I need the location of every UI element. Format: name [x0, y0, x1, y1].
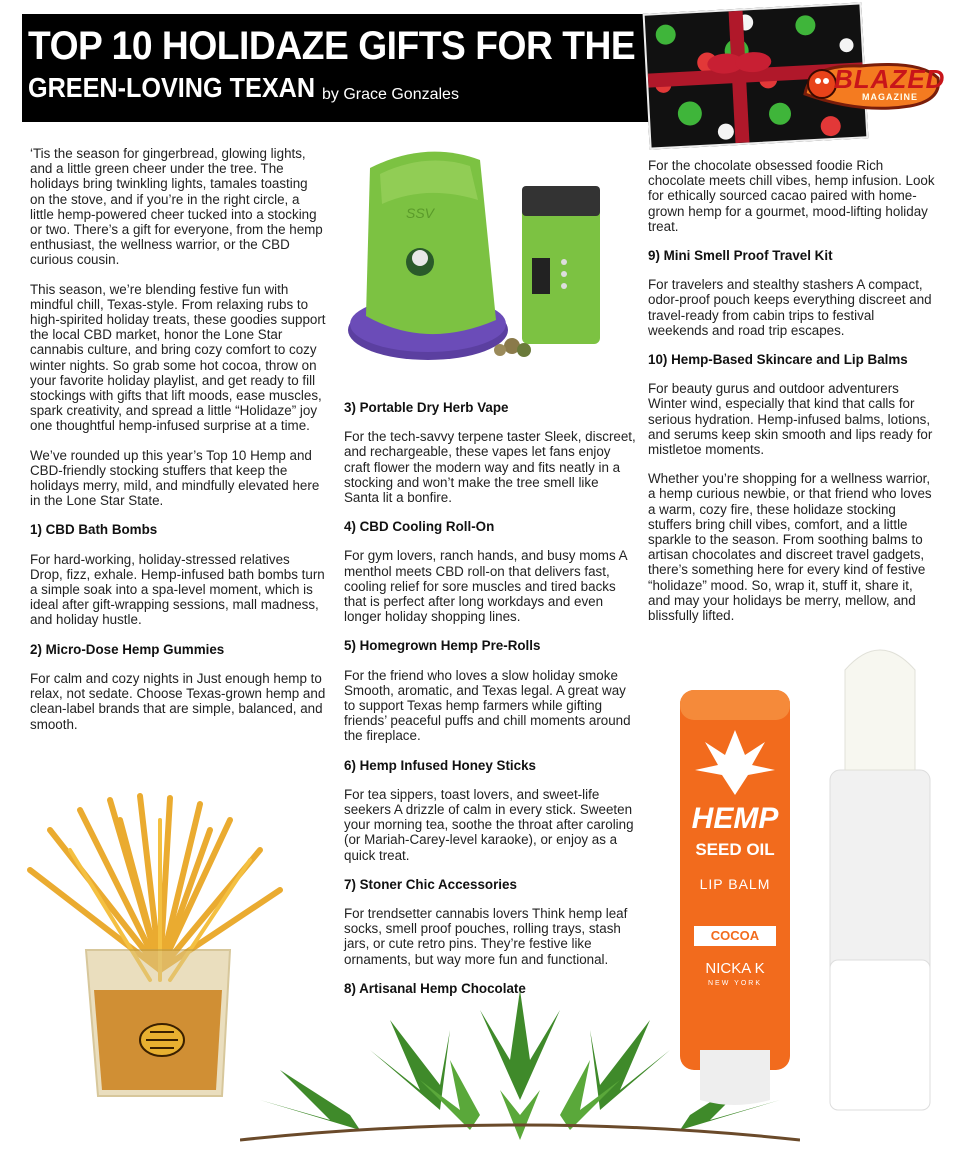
- heading-5: 5) Homegrown Hemp Pre-Rolls: [344, 638, 541, 654]
- intro-paragraph-2: This season, we’re blending festive fun with mindful chill, Texas-style. From relaxing rubs to high-spirited holiday treats, these goodies support the local CBD market, honor the Lone Star cannabis culture, and bring cozy comfort to cozy winter nights. So grab some hot cocoa, throw on your favorite holiday playlist, and get ready to fill stockings with gifts that lift moods, ease muscles, spark creativity, and spread a little “Holidaze” joy one thoughtful hemp-infused surprise at a time.: [30, 281, 326, 434]
- heading-1: 1) CBD Bath Bombs: [30, 522, 158, 538]
- blazed-magazine-logo: [800, 56, 945, 121]
- heading-8: 8) Artisanal Hemp Chocolate: [344, 980, 526, 996]
- title-line-1: TOP 10 HOLIDAZE GIFTS FOR THE: [28, 24, 636, 68]
- heading-9: 9) Mini Smell Proof Travel Kit: [648, 248, 833, 264]
- closing-paragraph: Whether you’re shopping for a wellness warrior, a hemp curious newbie, or that friend who loves a warm, cozy fire, these holidaze stocking stuffers bring chill vibes, comfort, and a little sparkle to the season. From soothing balms to artisan chocolates and discreet travel gadgets, there’s something here for every kind of festive “holidaze” mood. So, wrap it, stuff it, share it, and may your holidays be merry, mellow, and blissfully lifted.: [648, 471, 932, 624]
- balm-brand: NICKA K: [705, 960, 765, 977]
- heading-10: 10) Hemp-Based Skincare and Lip Balms: [648, 352, 908, 368]
- paragraph-2: For calm and cozy nights in Just enough hemp to relax, not sedate. Choose Texas-grown hemp and clean-label brands that are simple, balanced, and smooth.: [30, 670, 326, 732]
- paragraph-6: For tea sippers, toast lovers, and sweet-life seekers A drizzle of calm in every stick. Sweeten your morning tea, soothe the throat after caroling (or Mariah-Carey-level karaoke), or enjoy as a quick treat.: [344, 786, 634, 863]
- balm-flavor: COCOA: [710, 928, 760, 943]
- vape-image: [346, 140, 608, 368]
- paragraph-8: For the chocolate obsessed foodie Rich chocolate meets chill vibes, hemp infusion. Look for ethically sourced cacao paired with home-grown hemp for a gourmet, mood-lifting holiday treat.: [648, 158, 935, 234]
- vaporizer-illustration-icon: [346, 140, 608, 368]
- paragraph-3: For the tech-savvy terpene taster Sleek, discreet, and rechargeable, these vapes let fans enjoy craft flower the modern way and fits neatly in a stocking and won’t make the tree smell like Santa lit a bonfire.: [344, 429, 636, 506]
- balm-label-seed-oil: SEED OIL: [695, 840, 775, 859]
- title-line-2: GREEN-LOVING TEXAN: [28, 72, 316, 103]
- logo-text: BLAZED: [834, 64, 946, 94]
- paragraph-1: For hard-working, holiday-stressed relatives Drop, fizz, exhale. Hemp-infused bath bombs turn a simple soak into a spa-level moment, which is ideal after gift-wrapping sessions, mall madness, and holiday hustle.: [30, 551, 325, 628]
- column-2: [344, 400, 636, 1010]
- balm-label-hemp: HEMP: [691, 802, 779, 835]
- paragraph-5: For the friend who loves a slow holiday smoke Smooth, aromatic, and Texas legal. A great way to support Texas hemp farmers while gifting friends’ peaceful puffs and chill moments around the fireplace.: [344, 667, 631, 744]
- paragraph-7: For trendsetter cannabis lovers Think hemp leaf socks, smell proof pouches, rolling trays, stash jars, or cute retro pins. They’re festive like ornaments, but way more fun and functional.: [344, 906, 628, 967]
- heading-3: 3) Portable Dry Herb Vape: [344, 400, 509, 415]
- column-3: [648, 158, 938, 637]
- heading-2: 2) Micro-Dose Hemp Gummies: [30, 641, 225, 657]
- logo-subtext: MAGAZINE: [862, 92, 918, 102]
- vape-brand-label: SSV: [406, 205, 435, 221]
- column-1: [30, 146, 326, 746]
- heading-4: 4) CBD Cooling Roll-On: [344, 519, 495, 535]
- byline: by Grace Gonzales: [322, 86, 459, 103]
- heading-7: 7) Stoner Chic Accessories: [344, 876, 517, 892]
- paragraph-9: For travelers and stealthy stashers A compact, odor-proof pouch keeps everything discreet and travel-ready from cabin trips to festival weekends and road trip escapes.: [648, 277, 932, 338]
- paragraph-4: For gym lovers, ranch hands, and busy moms A menthol meets CBD roll-on that delivers fast, cooling relief for sore muscles and tired backs that is perfect after long workdays and even longer holiday shopping lines.: [344, 548, 627, 625]
- balm-label-lip-balm: LIP BALM: [699, 876, 771, 892]
- balm-brand-sub: NEW YORK: [708, 980, 762, 987]
- lip-balm-image: [670, 630, 940, 1130]
- heading-6: 6) Hemp Infused Honey Sticks: [344, 757, 536, 773]
- intro-paragraph-1: ‘Tis the season for gingerbread, glowing lights, and a little green cheer under the tree. The holidays bring twinkling lights, tamales toasting on the stove, and if you’re in the right circle, a little hemp-powered cheer tucked into a stocking or two. There’s a gift for everyone, from the hemp enthusiast, the wellness warrior, or the CBD curious cousin.: [30, 146, 323, 268]
- intro-paragraph-3: We’ve rounded up this year’s Top 10 Hemp and CBD-friendly stocking stuffers that keep the holidays merry, mild, and mindfully elevated here in the Lone Star State.: [30, 447, 320, 509]
- paragraph-10: For beauty gurus and outdoor adventurers Winter wind, especially that kind that calls for serious hydration. Hemp-infused balms, lotions, and serums keep skin smooth and lips ready for mistletoe moments.: [648, 381, 933, 458]
